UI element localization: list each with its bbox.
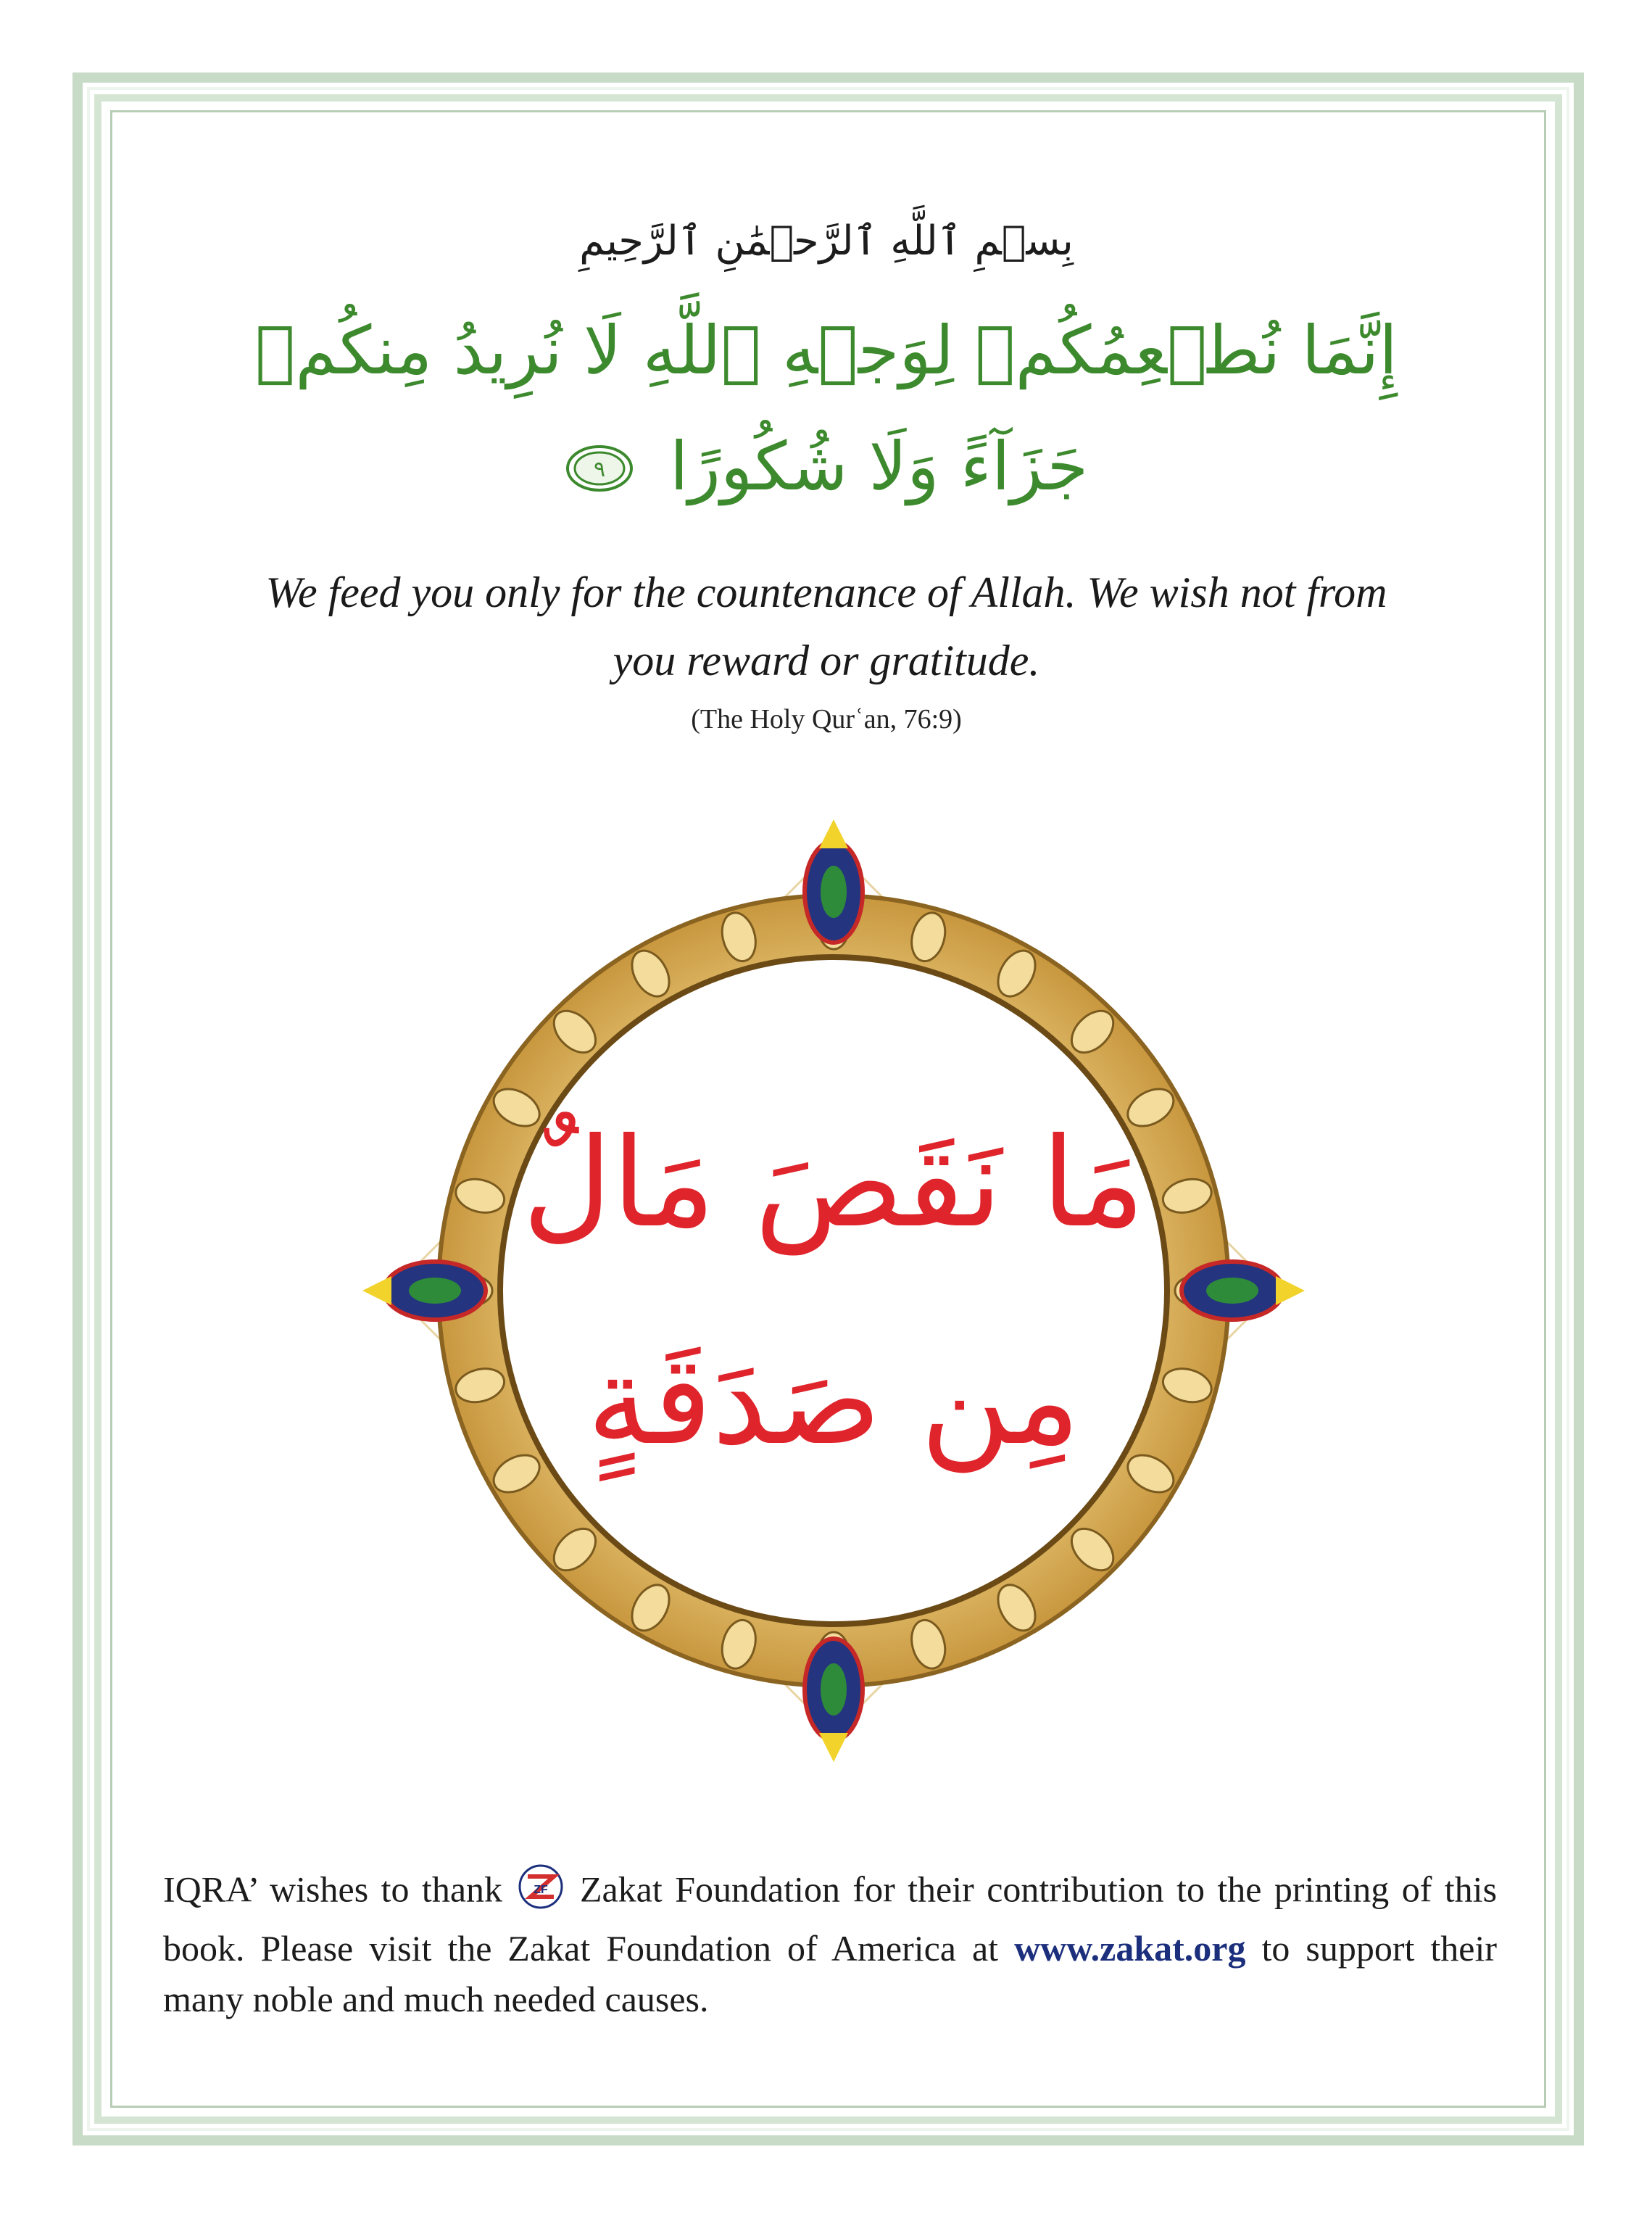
acknowledgement xyxy=(163,1863,1497,2024)
zakat-foundation-logo xyxy=(518,1863,564,1923)
ornament-bottom xyxy=(805,1639,863,1762)
translation xyxy=(217,558,1435,695)
citation: (The Holy Qurʿan, 76:9) xyxy=(691,704,962,734)
ornament-right xyxy=(1182,1262,1305,1320)
logo-letters: ZF xyxy=(534,1884,549,1896)
calligraphy-line-2: مِن صَدَقَةٍ xyxy=(586,1329,1081,1473)
translation-line-2: you reward or gratitude. xyxy=(613,637,1040,684)
ornament-top xyxy=(805,819,863,943)
verse-line-2 xyxy=(217,428,1435,510)
zakat-foundation-logo-icon xyxy=(518,1863,564,1910)
verse-line-1: إِنَّمَا نُطۡعِمُكُمۡ لِوَجۡهِ ٱللَّهِ لَا نُرِيدُ مِنكُمۡ xyxy=(255,312,1398,389)
ack-part-3: to support their many noble and much needed causes. xyxy=(163,1928,1497,2019)
ayah-marker-icon xyxy=(565,443,634,494)
basmala: بِسۡمِ ٱللَّهِ ٱلرَّحۡمَٰنِ ٱلرَّحِيمِ xyxy=(579,218,1074,265)
ack-part-1: IQRA’ wishes to thank xyxy=(163,1869,503,1910)
zakat-website-link[interactable]: www.zakat.org xyxy=(1014,1928,1246,1969)
ayah-number-marker xyxy=(565,432,634,510)
verse-line-2-text: جَزَآءً وَلَا شُكُورًا xyxy=(670,428,1089,505)
ornament-left xyxy=(362,1262,486,1320)
calligraphy-line-1: مَا نَقَصَ مَالٌ xyxy=(522,1112,1145,1255)
translation-line-1: We feed you only for the countenance of Allah. We wish not from xyxy=(265,568,1387,616)
ayah-number: ٩ xyxy=(593,457,605,483)
ack-part-2: Zakat Foundation for their contribution to the printing of this book. Please visit the Zakat Foundation of America at xyxy=(163,1869,1498,1969)
